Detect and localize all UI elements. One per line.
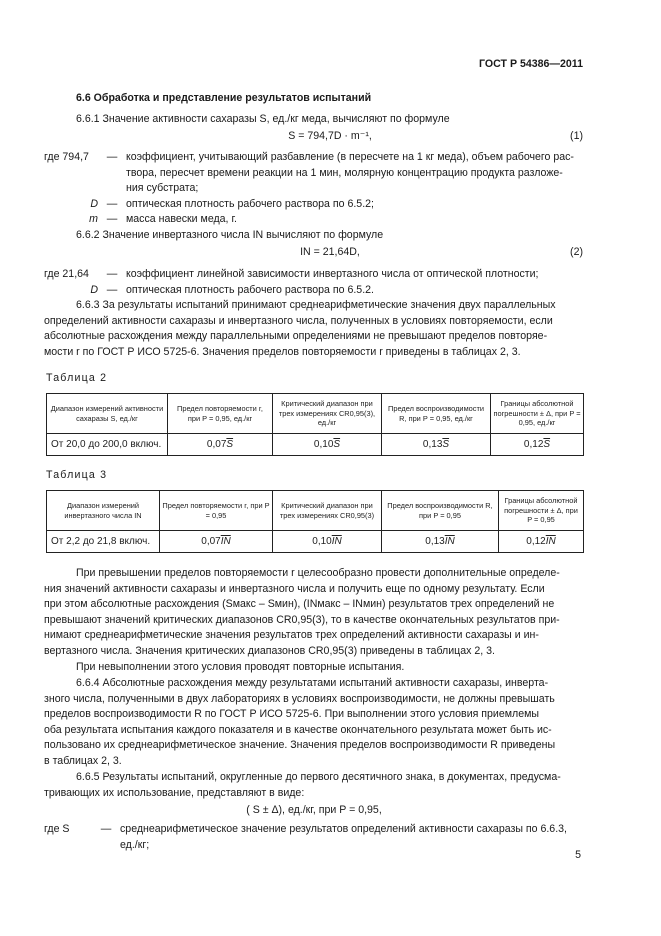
def-symbol	[44, 838, 92, 854]
def-row	[44, 212, 584, 228]
def-text: коэффициент линейной зависимости инвертазного числа от оптической плотности;	[126, 268, 539, 280]
definition-list-2	[44, 267, 584, 298]
def-symbol: D	[90, 197, 98, 210]
text-line: зного числа, полученными в двух лабораториях в условиях воспроизводимости, не должны превышать	[44, 692, 555, 705]
cell-value: 0,07	[206, 438, 227, 450]
text-line: нимают среднеарифметические значения результатов трех определений активности сахаразы и ин-	[44, 629, 539, 642]
section-title: 6.6 Обработка и представление результатов испытаний	[76, 92, 372, 104]
def-symbol: D	[90, 283, 98, 296]
table-cell	[160, 531, 273, 553]
table-cell	[499, 531, 584, 553]
def-row	[44, 197, 584, 213]
def-row	[44, 166, 584, 182]
paragraph-6-6-4	[44, 676, 584, 770]
def-dash: —	[106, 213, 118, 226]
def-symbol: m	[89, 213, 98, 226]
table-header-cell: Диапазон измерений инвертазного числа IN	[47, 491, 160, 531]
cell-var: $\overline{IN}$	[545, 535, 556, 547]
text-line: в таблицах 2, 3.	[44, 754, 122, 767]
text-line: определений активности сахаразы и инвертазного числа, полученных в условиях повторяемости, если	[44, 314, 553, 327]
def-symbol	[44, 181, 98, 197]
page-number: 5	[575, 849, 581, 861]
cell-var: $\overline{S}$	[442, 438, 450, 450]
def-symbol	[44, 166, 98, 182]
def-row	[44, 181, 584, 197]
table-header-cell: Критический диапазон при трех измерениях CR0,95(3)	[273, 491, 382, 531]
cell-var: $\overline{S}$	[333, 438, 341, 450]
table-header-cell: Предел воспроизводимости R, при P = 0,95, ед./кг	[382, 394, 491, 434]
def-text: твора, пересчет времени реакции на 1 мин, молярную концентрацию продукта разложе-	[126, 166, 563, 179]
def-dash: —	[106, 268, 118, 280]
text-line: оба результата испытания каждого показателя и в качестве окончательного результата может быть ис-	[44, 723, 552, 736]
formula-2	[76, 246, 584, 258]
table-header-cell: Диапазон измерений активности сахаразы S, ед./кг	[47, 394, 168, 434]
cell-var: $\overline{S}$	[543, 438, 551, 450]
table-cell	[168, 434, 273, 456]
table-header-cell: Границы абсолютной погрешности ± Δ, при P = 0,95, ед./кг	[491, 394, 584, 434]
table-cell	[382, 531, 499, 553]
document-header: ГОСТ Р 54386—2011	[479, 58, 583, 70]
formula-2-number: (2)	[570, 246, 583, 258]
paragraph-6-6-5	[44, 770, 584, 801]
text-line: вертазного числа. Значения критических диапазонов CR0,95(3) приведены в таблицах 2, 3.	[44, 644, 495, 657]
cell-var: $\overline{S}$	[226, 438, 234, 450]
def-text: ед./кг;	[120, 838, 150, 851]
table-cell	[273, 434, 382, 456]
table-header-cell: Критический диапазон при трех измерениях CR0,95(3), ед./кг	[273, 394, 382, 434]
definition-list-1	[44, 150, 584, 228]
table-header-cell: Предел повторяемости r, при P = 0,95, ед./кг	[168, 394, 273, 434]
paragraph-exceed	[44, 566, 584, 675]
table-2	[46, 393, 584, 456]
def-dash	[98, 181, 126, 197]
cell-value: 0,10	[312, 535, 332, 547]
def-text: оптическая плотность рабочего раствора по 6.5.2;	[126, 197, 374, 210]
text-line: абсолютные расхождения между параллельными определениями не превышают пределов повторяе-	[44, 330, 548, 343]
def-dash: —	[100, 823, 112, 835]
text-line: пользовано их среднеарифметическое значение. Значения пределов воспроизводимости R приведены	[44, 739, 556, 752]
cell-var: $\overline{IN}$	[444, 535, 455, 547]
text-line: при этом абсолютные расхождения (Sмакс – Sмин), (INмакс – INмин) результатов трех определений не	[44, 598, 555, 611]
def-text: среднеарифметическое значение результатов определений активности сахаразы по 6.6.3,	[120, 823, 567, 835]
table-header-cell: Границы абсолютной погрешности ± Δ, при P = 0,95	[499, 491, 584, 531]
text-line: мости r по ГОСТ Р ИСО 5725-6. Значения пределов повторяемости r приведены в таблицах 2, 3.	[44, 345, 521, 358]
table-cell: От 2,2 до 21,8 включ.	[47, 531, 160, 553]
table-header-row	[47, 394, 584, 434]
def-row	[44, 283, 584, 299]
cell-value: 0,07	[201, 535, 221, 547]
def-text: масса навески меда, г.	[126, 213, 237, 226]
text-line: 6.6.4 Абсолютные расхождения между результатами испытаний активности сахаразы, инверта-	[76, 677, 549, 689]
table-cell	[382, 434, 491, 456]
def-dash: —	[106, 197, 118, 210]
def-row	[44, 838, 584, 854]
def-text: оптическая плотность рабочего раствора по 6.5.2.	[126, 283, 374, 296]
text-line: 6.6.3 За результаты испытаний принимают среднеарифметические значения двух параллельных	[76, 299, 556, 311]
text-line: пределов воспроизводимости R по ГОСТ Р ИСО 5725-6. При выполнении этого условия приемлемы	[44, 708, 539, 721]
text-line: При невыполнении этого условия проводят повторные испытания.	[76, 660, 405, 673]
table-2-label: Таблица 2	[46, 372, 108, 384]
paragraph-6-6-3	[44, 298, 584, 360]
table-header-cell: Предел повторяемости r, при P = 0,95	[160, 491, 273, 531]
def-text: коэффициент, учитывающий разбавление (в пересчете на 1 кг меда), объем рабочего рас-	[126, 151, 574, 163]
formula-1	[76, 130, 584, 142]
table-header-cell: Предел воспроизводимости R, при P = 0,95	[382, 491, 499, 531]
def-symbol: где 794,7	[44, 151, 89, 163]
cell-value: 0,10	[313, 438, 334, 450]
def-dash: —	[106, 151, 118, 163]
def-symbol: где S	[44, 823, 70, 835]
formula-1-text: S = 794,7D · m⁻¹,	[288, 130, 372, 142]
cell-value: 0,12	[526, 535, 546, 547]
text-line: ния значений активности сахаразы и инвертазного числа и получить еще по одному результату. Если	[44, 582, 545, 595]
cell-var: $\overline{IN}$	[220, 535, 231, 547]
formula-2-text: IN = 21,64D,	[300, 246, 360, 258]
formula-3: ( S ± Δ), ед./кг, при P = 0,95,	[246, 804, 382, 816]
table-row	[47, 531, 584, 553]
table-cell	[273, 531, 382, 553]
table-cell	[491, 434, 584, 456]
def-row	[44, 822, 584, 838]
cell-var: $\overline{IN}$	[331, 535, 342, 547]
table-header-row	[47, 491, 584, 531]
cell-value: 0,13	[422, 438, 443, 450]
paragraph-6-6-1: 6.6.1 Значение активности сахаразы S, ед./кг меда, вычисляют по формуле	[76, 113, 450, 125]
text-line: 6.6.5 Результаты испытаний, округленные до первого десятичного знака, в документах, предусма-	[76, 771, 561, 783]
formula-1-number: (1)	[570, 130, 583, 142]
def-dash: —	[106, 283, 118, 296]
cell-value: 0,12	[523, 438, 544, 450]
table-3-label: Таблица 3	[46, 469, 108, 481]
def-dash	[92, 838, 120, 854]
def-row	[44, 267, 584, 283]
paragraph-6-6-2: 6.6.2 Значение инвертазного числа IN вычисляют по формуле	[76, 229, 384, 241]
text-line: тривающих их использование, представляют в виде:	[44, 786, 305, 799]
table-3	[46, 490, 584, 553]
def-row	[44, 150, 584, 166]
def-symbol: где 21,64	[44, 268, 89, 280]
def-dash	[98, 166, 126, 182]
table-row	[47, 434, 584, 456]
text-line: При превышении пределов повторяемости r целесообразно провести дополнительные определе-	[76, 567, 560, 579]
table-cell: От 20,0 до 200,0 включ.	[47, 434, 168, 456]
text-line: превышают значений критических диапазонов CR0,95(3), то в качестве окончательных результатов при-	[44, 613, 560, 626]
definition-list-3	[44, 822, 584, 853]
def-text: ния субстрата;	[126, 182, 199, 195]
cell-value: 0,13	[425, 535, 445, 547]
